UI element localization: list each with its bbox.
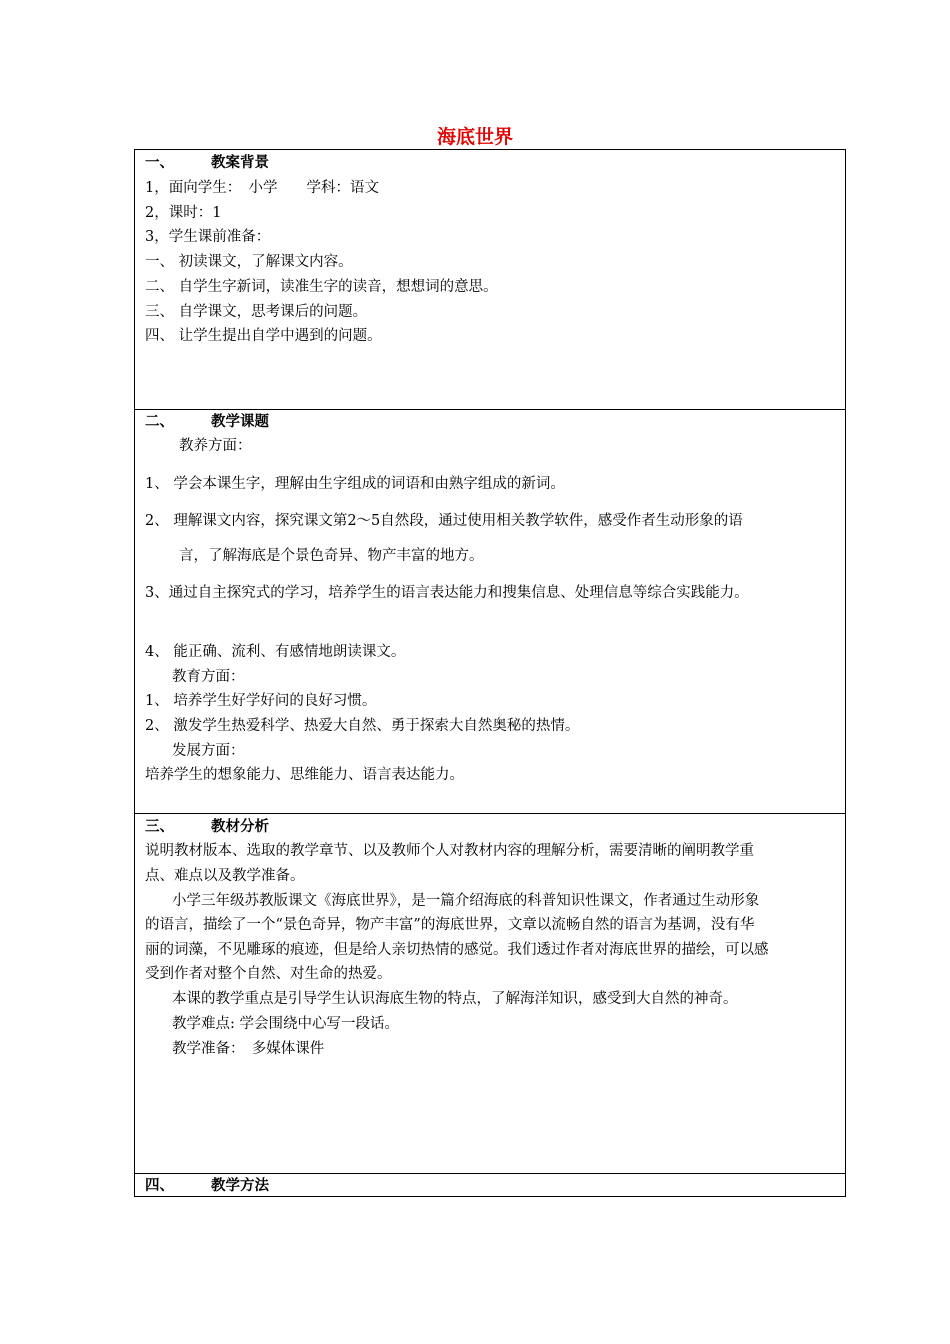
section3-line-1: 说明教材版本、选取的教学章节、以及教师个人对教材内容的理解分析，需要清晰的阐明教学重 bbox=[145, 843, 754, 859]
section1-heading bbox=[145, 153, 269, 173]
section1-line-6: 三、 自学课文，思考课后的问题。 bbox=[145, 304, 368, 320]
section1-line-1: 1，面向学生： 小学 学科：语文 bbox=[145, 180, 379, 196]
section3-line-9: 教学准备： 多媒体课件 bbox=[172, 1041, 325, 1057]
section3-line-5: 丽的词藻，不见雕琢的痕迹，但是给人亲切热情的感觉。我们透过作者对海底世界的描绘，可以感 bbox=[145, 942, 769, 958]
section1-line-5: 二、 自学生字新词，读准生字的读音，想想词的意思。 bbox=[145, 279, 498, 295]
lesson-plan-table bbox=[134, 149, 846, 1197]
section2-heading bbox=[145, 412, 269, 432]
section2-line-4: 言，了解海底是个景色奇异、物产丰富的地方。 bbox=[179, 548, 484, 564]
section2-line-3: 2、 理解课文内容，探究课文第2～5自然段，通过使用相关教学软件，感受作者生动形象的语 bbox=[145, 513, 743, 529]
section1-line-4: 一、 初读课文，了解课文内容。 bbox=[145, 254, 353, 270]
section1-heading-text: 教案背景 bbox=[211, 154, 269, 171]
section2-line-11: 培养学生的想象能力、思维能力、语言表达能力。 bbox=[145, 767, 464, 783]
section2-line-8: 1、 培养学生好学好问的良好习惯。 bbox=[145, 693, 377, 709]
section3-heading-text: 教材分析 bbox=[211, 818, 269, 835]
section4-heading bbox=[145, 1176, 269, 1196]
row-divider-1 bbox=[135, 409, 845, 410]
section2-line-2: 1、 学会本课生字，理解由生字组成的词语和由熟字组成的新词。 bbox=[145, 476, 565, 492]
section3-heading-num: 三、 bbox=[145, 818, 174, 835]
section2-line-7: 教育方面： bbox=[172, 669, 245, 685]
section3-line-4: 的语言，描绘了一个“景色奇异，物产丰富”的海底世界，文章以流畅自然的语言为基调，没有华 bbox=[145, 917, 755, 933]
section3-line-6: 受到作者对整个自然、对生命的热爱。 bbox=[145, 966, 392, 982]
section1-line-7: 四、 让学生提出自学中遇到的问题。 bbox=[145, 328, 382, 344]
section3-line-2: 点、难点以及教学准备。 bbox=[145, 868, 305, 884]
section4-heading-text: 教学方法 bbox=[211, 1177, 269, 1194]
section2-line-6: 4、 能正确、流利、有感情地朗读课文。 bbox=[145, 644, 406, 660]
section1-line-3: 3，学生课前准备： bbox=[145, 229, 271, 245]
section2-line-10: 发展方面： bbox=[172, 743, 245, 759]
section3-line-7: 本课的教学重点是引导学生认识海底生物的特点，了解海洋知识，感受到大自然的神奇。 bbox=[172, 991, 738, 1007]
section4-heading-num: 四、 bbox=[145, 1177, 174, 1194]
section3-heading bbox=[145, 817, 269, 837]
section1-heading-num: 一、 bbox=[145, 154, 174, 171]
section3-line-3: 小学三年级苏教版课文《海底世界》，是一篇介绍海底的科普知识性课文，作者通过生动形象 bbox=[172, 893, 760, 909]
section2-line-9: 2、 激发学生热爱科学、热爱大自然、勇于探索大自然奥秘的热情。 bbox=[145, 718, 580, 734]
section2-heading-text: 教学课题 bbox=[211, 413, 269, 430]
section1-line-2: 2，课时：1 bbox=[145, 205, 222, 221]
section2-heading-num: 二、 bbox=[145, 413, 174, 430]
row-divider-3 bbox=[135, 1173, 845, 1174]
section3-line-8: 教学难点: 学会围绕中心写一段话。 bbox=[172, 1016, 399, 1032]
section2-line-1: 教养方面： bbox=[179, 438, 252, 454]
section2-line-5: 3、通过自主探究式的学习，培养学生的语言表达能力和搜集信息、处理信息等综合实践能力。 bbox=[145, 585, 749, 601]
row-divider-2 bbox=[135, 813, 845, 814]
document-title: 海底世界 bbox=[436, 126, 513, 148]
